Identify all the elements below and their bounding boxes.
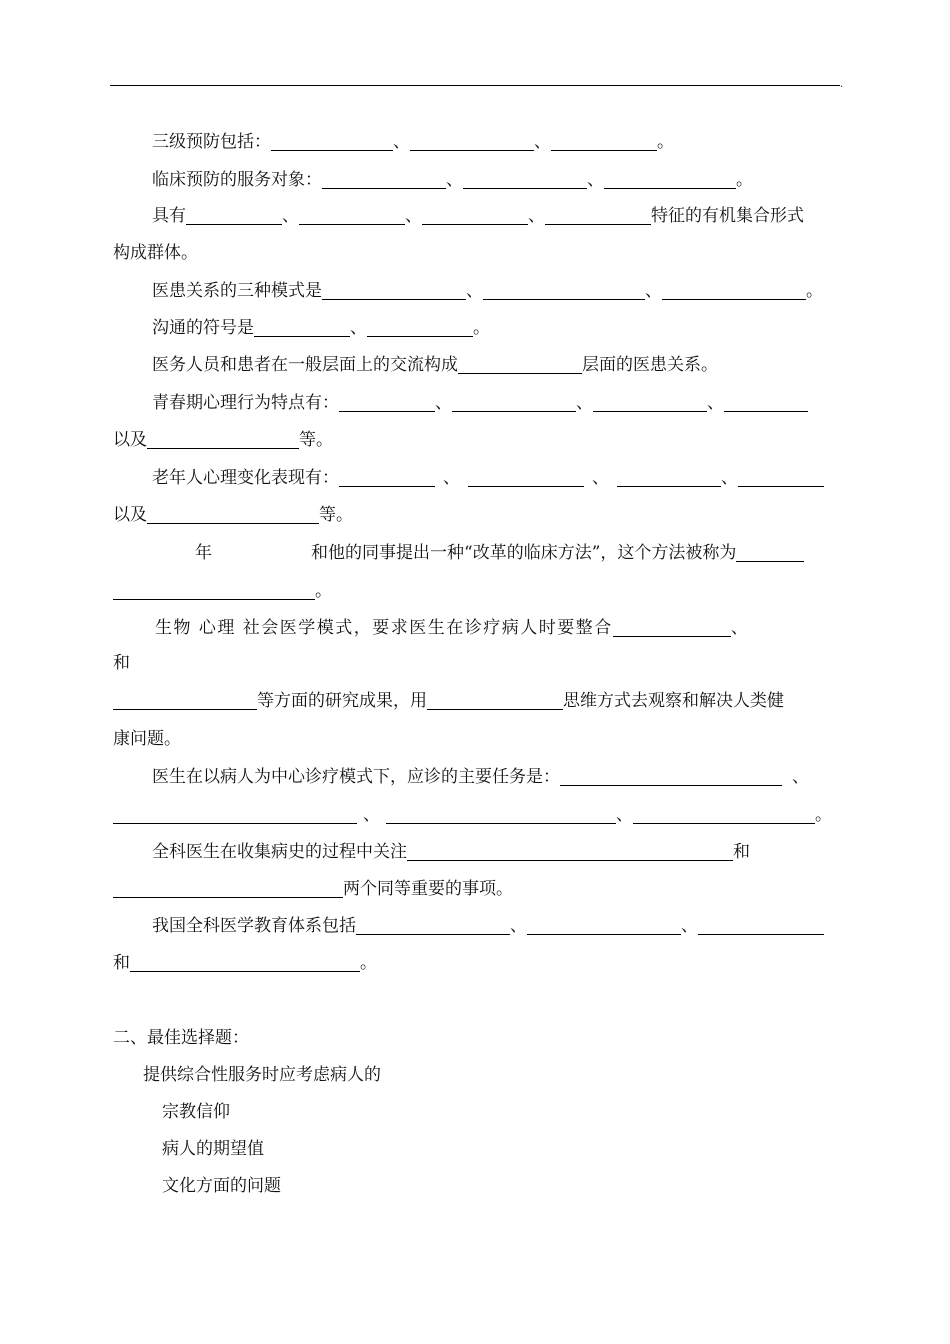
question-2 [152,169,753,191]
question-text-tail: 等。 [319,505,353,525]
question-1 [152,131,674,153]
answer-blank[interactable] [551,132,657,151]
question-9 [311,542,804,564]
question-13 [152,915,824,937]
separator: 、 [443,468,460,488]
question-text-tail: 两个同等重要的事项。 [343,879,513,899]
period: 。 [360,953,377,973]
question-text: 医生在以病人为中心诊疗模式下，应诊的主要任务是： [152,767,560,787]
answer-blank[interactable] [339,393,435,412]
question-text: 临床预防的服务对象： [152,170,322,190]
question-text: 我国全科医学教育体系包括 [152,916,356,936]
answer-blank[interactable] [147,505,319,524]
question-text: 和 [113,953,130,973]
question-7-line-2 [113,429,333,451]
question-9-line-2 [113,580,332,602]
question-5 [152,317,490,339]
question-13-line-2 [113,952,377,974]
period: 。 [815,805,832,825]
question-7 [152,392,808,414]
answer-blank[interactable] [604,170,736,189]
question-9-year: 年 [195,543,212,563]
period: 。 [736,170,753,190]
period: 。 [657,132,674,152]
answer-blank[interactable] [407,842,733,861]
question-4 [152,280,823,302]
answer-blank[interactable] [593,393,707,412]
answer-blank[interactable] [339,468,435,487]
question-text: 生物 心理 社会医学模式，要求医生在诊疗病人时要整合 [155,618,613,638]
answer-blank[interactable] [299,206,405,225]
question-10-line-2: 和 [113,653,130,673]
period: 。 [806,281,823,301]
separator: 、 [730,618,748,638]
separator: 、 [616,805,633,825]
answer-blank[interactable] [698,916,824,935]
answer-blank[interactable] [113,879,343,898]
mcq-1-option[interactable]: 宗教信仰 [162,1102,230,1122]
separator: 、 [528,206,545,226]
answer-blank[interactable] [271,132,393,151]
question-10 [155,617,748,639]
question-8 [152,467,824,489]
answer-blank[interactable] [662,281,806,300]
answer-blank[interactable] [322,170,446,189]
answer-blank[interactable] [113,581,315,600]
answer-blank[interactable] [113,805,357,824]
mcq-1-stem: 提供综合性服务时应考虑病人的 [143,1065,381,1085]
question-text: 和他的同事提出一种“改革的临床方法”，这个方法被称为 [311,543,737,563]
answer-blank[interactable] [147,430,299,449]
question-text-tail: 思维方式去观察和解决人类健 [563,691,784,711]
separator: 、 [534,132,551,152]
separator: 、 [282,206,299,226]
question-text: 以及 [113,430,147,450]
separator: 、 [405,206,422,226]
answer-blank[interactable] [617,468,721,487]
question-text: 具有 [152,206,186,226]
question-text: 医患关系的三种模式是 [152,281,322,301]
answer-blank[interactable] [422,206,528,225]
period: 。 [473,318,490,338]
separator: 、 [681,916,698,936]
question-3-line-2: 构成群体。 [113,243,198,263]
question-text: 青春期心理行为特点有： [152,393,339,413]
answer-blank[interactable] [322,281,466,300]
answer-blank[interactable] [254,318,350,337]
separator: 、 [510,916,527,936]
question-11 [152,766,809,788]
question-text: 全科医生在收集病史的过程中关注 [152,842,407,862]
separator: 、 [587,170,604,190]
separator: 、 [393,132,410,152]
answer-blank[interactable] [367,318,473,337]
question-12-line-2 [113,878,513,900]
answer-blank[interactable] [113,691,257,710]
answer-blank[interactable] [613,618,731,637]
answer-blank[interactable] [463,170,587,189]
answer-blank[interactable] [560,767,782,786]
question-10-line-4: 康问题。 [113,729,181,749]
question-12 [152,841,750,863]
question-text: 医务人员和患者在一般层面上的交流构成 [152,355,458,375]
question-3 [152,205,804,227]
separator: 、 [721,468,738,488]
separator: 、 [363,805,380,825]
question-text-tail: 特征的有机集合形式 [651,206,804,226]
answer-blank[interactable] [458,355,582,374]
question-11-line-2 [113,804,832,826]
answer-blank[interactable] [452,393,576,412]
header-rule [110,85,840,86]
header-mark: . [840,79,844,90]
separator: 、 [707,393,724,413]
question-10-line-3 [113,690,784,712]
question-text-tail: 层面的医患关系。 [582,355,718,375]
answer-blank[interactable] [736,543,804,562]
answer-blank[interactable] [545,206,651,225]
answer-blank[interactable] [527,916,681,935]
separator: 、 [792,767,809,787]
question-8-line-2 [113,504,353,526]
answer-blank[interactable] [386,805,616,824]
separator: 、 [446,170,463,190]
answer-blank[interactable] [186,206,282,225]
answer-blank[interactable] [483,281,645,300]
separator: 、 [466,281,483,301]
question-text-tail: 和 [733,842,750,862]
separator: 、 [592,468,609,488]
separator: 、 [576,393,593,413]
answer-blank[interactable] [410,132,534,151]
answer-blank[interactable] [738,468,824,487]
separator: 、 [435,393,452,413]
answer-blank[interactable] [130,953,360,972]
separator: 、 [645,281,662,301]
question-6 [152,354,718,376]
mcq-1-option[interactable]: 病人的期望值 [162,1139,264,1159]
question-text: 沟通的符号是 [152,318,254,338]
section-2-title: 二、最佳选择题： [113,1028,249,1048]
question-text: 等方面的研究成果，用 [257,691,427,711]
question-text-tail: 等。 [299,430,333,450]
mcq-1-option[interactable]: 文化方面的问题 [162,1176,281,1196]
answer-blank[interactable] [633,805,815,824]
question-text: 三级预防包括： [152,132,271,152]
answer-blank[interactable] [427,691,563,710]
separator: 、 [350,318,367,338]
answer-blank[interactable] [356,916,510,935]
question-text: 老年人心理变化表现有： [152,468,339,488]
period: 。 [315,581,332,601]
answer-blank[interactable] [724,393,808,412]
answer-blank[interactable] [468,468,584,487]
question-text: 以及 [113,505,147,525]
